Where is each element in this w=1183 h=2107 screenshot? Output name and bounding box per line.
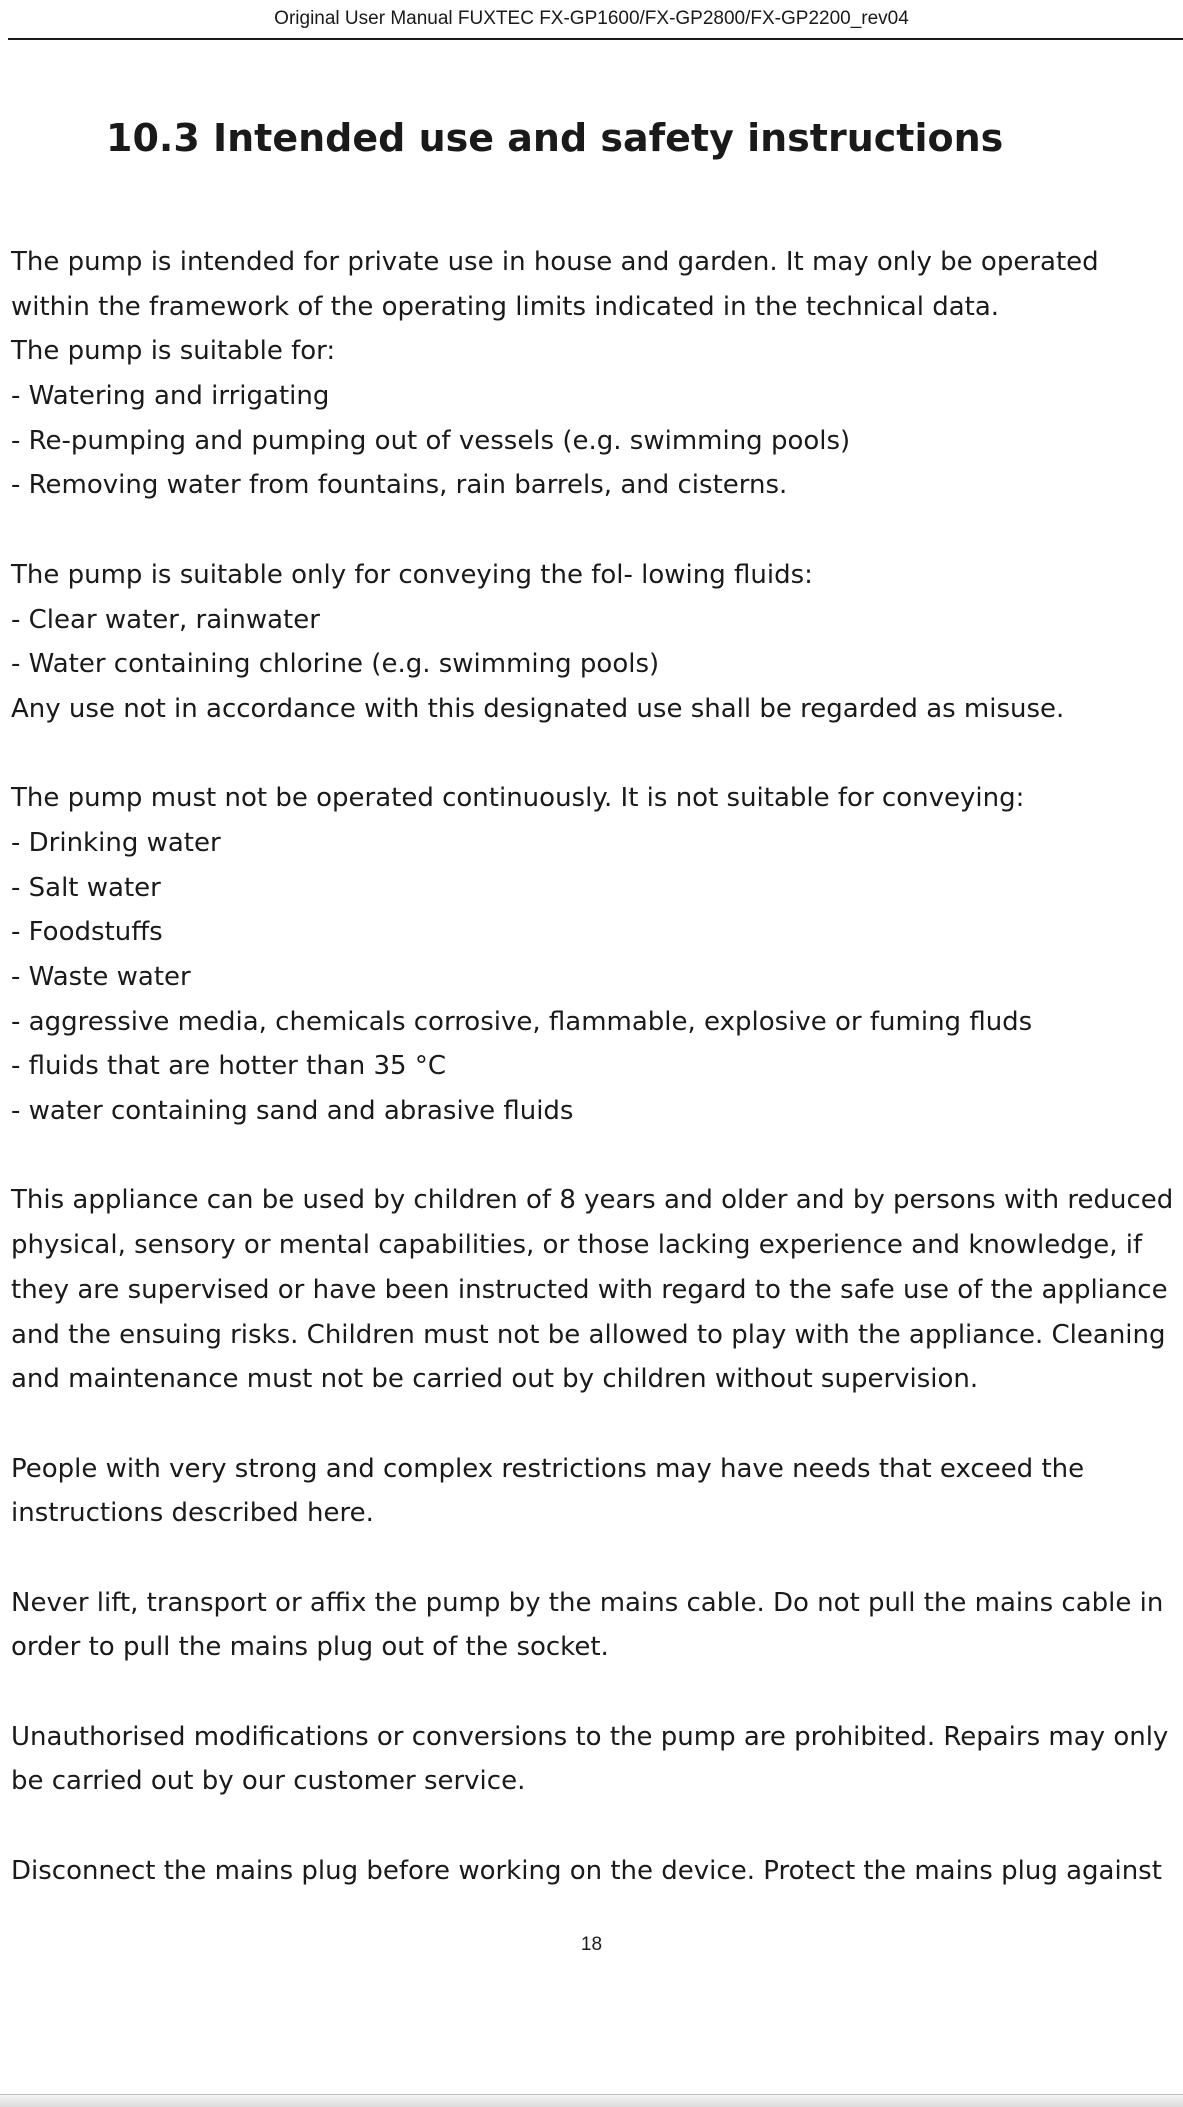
text-line: The pump is intended for private use in house and garden. It may only be operated [11,247,1099,277]
text-line: - aggressive media, chemicals corrosive, flammable, explosive or fuming fluds [11,1006,1033,1037]
header-divider [8,38,1183,40]
text-line: within the framework of the operating limits indicated in the technical data. [11,291,1000,322]
text-line: instructions described here. [11,1498,374,1529]
text-line: Unauthorised modifications or conversions to the pump are prohibited. Repairs may only [11,1721,1169,1752]
text-line: Disconnect the mains plug before working on the device. Protect the mains plug against [11,1855,1162,1886]
text-line: - Removing water from fountains, rain barrels, and cisterns. [11,470,788,501]
text-line: - Watering and irrigating [11,381,330,412]
paragraph-spacer [11,1536,1179,1581]
section-title: 10.3 Intended use and safety instructions [106,116,1004,160]
paragraph-spacer [11,1804,1179,1849]
paragraph-spacer [11,732,1179,777]
text-line: Never lift, transport or affix the pump by the mains cable. Do not pull the mains cable in [11,1587,1164,1618]
text-line: The pump is suitable only for conveying the fol- lowing fluids: [11,559,813,590]
text-line: order to pull the mains plug out of the socket. [11,1632,609,1663]
page-bottom-edge [0,2094,1183,2107]
text-line: This appliance can be used by children of 8 years and older and by persons with reduced [11,1185,1174,1216]
text-line: - Clear water, rainwater [11,604,320,635]
text-line: - Waste water [11,962,191,992]
page-number: 18 [580,1934,603,1955]
text-line: they are supervised or have been instructed with regard to the safe use of the appliance [11,1274,1168,1305]
text-line: - Water containing chlorine (e.g. swimming pools) [11,649,660,680]
text-line: - fluids that are hotter than 35 °C [11,1051,446,1082]
text-line: - Drinking water [11,827,221,858]
text-line: - Re-pumping and pumping out of vessels (e.g. swimming pools) [11,425,851,456]
text-line: be carried out by our customer service. [11,1766,526,1797]
running-header: Original User Manual FUXTEC FX-GP1600/FX-GP2800/FX-GP2200_rev04 [274,8,909,29]
paragraph-spacer [11,1134,1179,1179]
text-line: physical, sensory or mental capabilities, or those lacking experience and knowledge, if [11,1230,1143,1261]
text-line: - Foodstuffs [11,917,163,948]
text-line: Any use not in accordance with this designated use shall be regarded as misuse. [11,693,1065,724]
paragraph-spacer [11,1402,1179,1447]
body-text [11,240,1179,1893]
text-line: and maintenance must not be carried out by children without supervision. [11,1364,979,1395]
text-line: - water containing sand and abrasive fluids [11,1096,574,1127]
text-line: People with very strong and complex restrictions may have needs that exceed the [11,1453,1085,1484]
paragraph-spacer [11,508,1179,553]
text-line: The pump must not be operated continuously. It is not suitable for conveying: [11,783,1025,814]
paragraph-spacer [11,1670,1179,1715]
text-line: - Salt water [11,872,161,903]
text-line: and the ensuing risks. Children must not be allowed to play with the appliance. Cleaning [11,1319,1166,1350]
text-line: The pump is suitable for: [11,336,336,367]
